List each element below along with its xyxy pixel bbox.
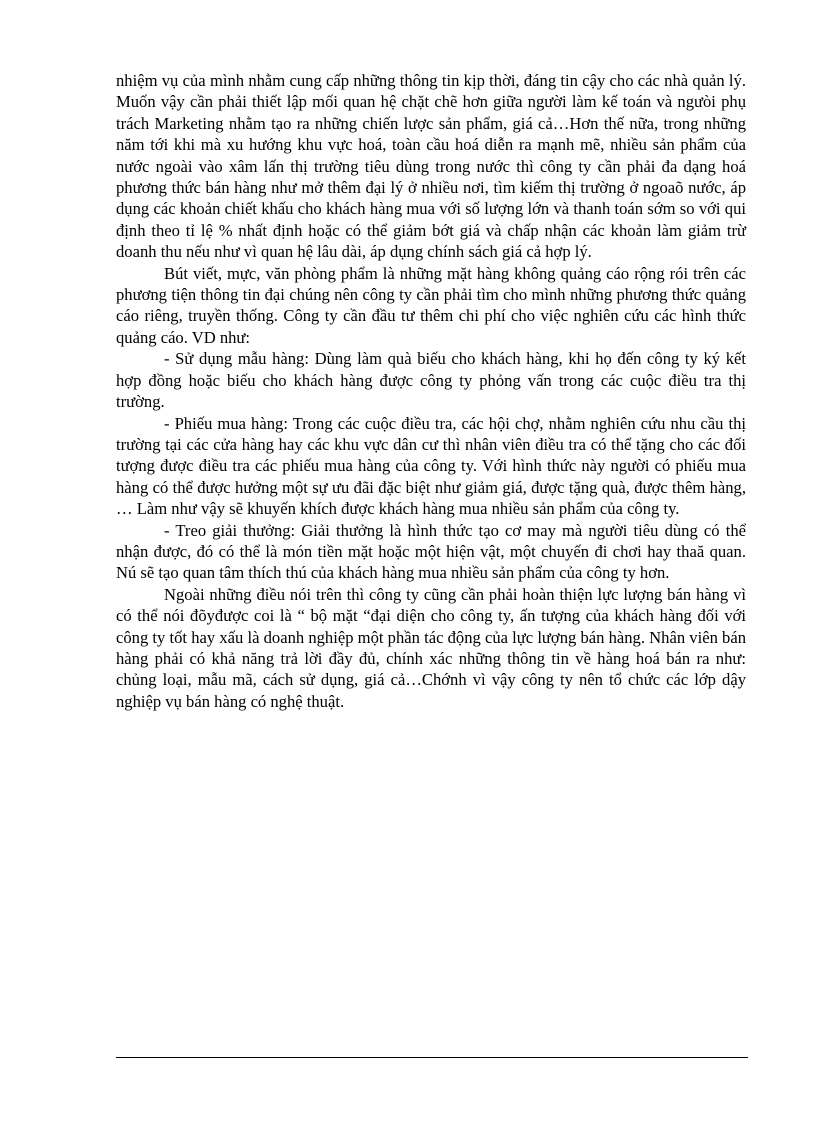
paragraph-sample-goods: - Sử dụng mẫu hàng: Dùng làm quà biếu cho khách hàng, khi họ đến công ty ký kết hợp đồng hoặc biếu cho khách hàng được công ty phỏng vấn trong các cuộc điều tra thị trường. bbox=[116, 349, 746, 412]
paragraph-prizes: - Treo giải thưởng: Giải thưởng là hình thức tạo cơ may mà người tiêu dùng có thể nhận được, đó có thể là món tiền mặt hoặc một hiện vật, một chuyến đi chơi hay thaă quan. Nú sẽ tạo quan tâm thích thú của khách hàng mua nhiều sản phẩm của công ty hơn. bbox=[116, 520, 746, 583]
footer-divider bbox=[116, 1057, 748, 1058]
paragraph-advertising: Bút viết, mực, văn phòng phẩm là những mặt hàng không quảng cáo rộng rói trên các phương tiện thông tin đại chúng nên công ty cần phải tìm cho mình những phương thức quảng cáo riêng, truyền thống. Công ty cần đầu tư thêm chi phí cho việc nghiên cứu các hình thức quảng cáo. VD như: bbox=[116, 263, 746, 347]
paragraph-sales-force: Ngoài những điều nói trên thì công ty cũng cần phải hoàn thiện lực lượng bán hàng vì có thể nói đõyđược coi là “ bộ mặt “đại diện cho công ty, ấn tượng của khách hàng đối với công ty tốt hay xấu là doanh nghiệp một phần tác động của lực lượng bán hàng. Nhân viên bán hàng phải có khả năng trả lời đầy đủ, chính xác những thông tin về hàng hoá bán ra như: chủng loại, mẫu mã, cách sử dụng, giá cả…Chớnh vì vậy công ty nên tổ chức các lớp dậy nghiệp vụ bán hàng có nghệ thuật. bbox=[116, 584, 746, 711]
document-body bbox=[116, 70, 746, 712]
paragraph-continuation: nhiệm vụ của mình nhằm cung cấp những thông tin kịp thời, đáng tin cậy cho các nhà quản lý. Muốn vậy cần phải thiết lập mối quan hệ chặt chẽ hơn giữa người làm kế toán và ngưòi phụ trách Marketing nhằm tạo ra những chiến lược sản phẩm, giá cả…Hơn thế nữa, trong những năm tới khi mà xu hướng khu vực hoá, toàn cầu hoá diễn ra mạnh mẽ, nhiều sản phẩm của nước ngoài vào xâm lấn thị trường tiêu dùng trong nước thì công ty cần phải đa dạng hoá phương thức bán hàng như mở thêm đại lý ở nhiều nơi, tìm kiếm thị trường ở ngoaõ nước, áp dụng các khoản chiết khấu cho khách hàng mua với số lượng lớn và thanh toán sớm so với qui định theo tỉ lệ % nhất định hoặc có thể giảm bớt giá và chấp nhận các khoản làm giảm trừ doanh thu nếu như vì quan hệ lâu dài, áp dụng chính sách giá cả hợp lý. bbox=[116, 71, 746, 262]
paragraph-vouchers: - Phiếu mua hàng: Trong các cuộc điều tra, các hội chợ, nhằm nghiên cứu nhu cầu thị trường tại các cửa hàng hay các khu vực dân cư thì nhân viên điều tra có thể tặng cho các đối tượng được điều tra các phiếu mua hàng của công ty. Với hình thức này người có phiếu mua hàng có thể được hưởng một sự ưu đãi đặc biệt như giảm giá, được tặng quà, được thêm hàng, … Làm như vậy sẽ khuyến khích được khách hàng mua nhiều sản phẩm của công ty. bbox=[116, 413, 746, 519]
